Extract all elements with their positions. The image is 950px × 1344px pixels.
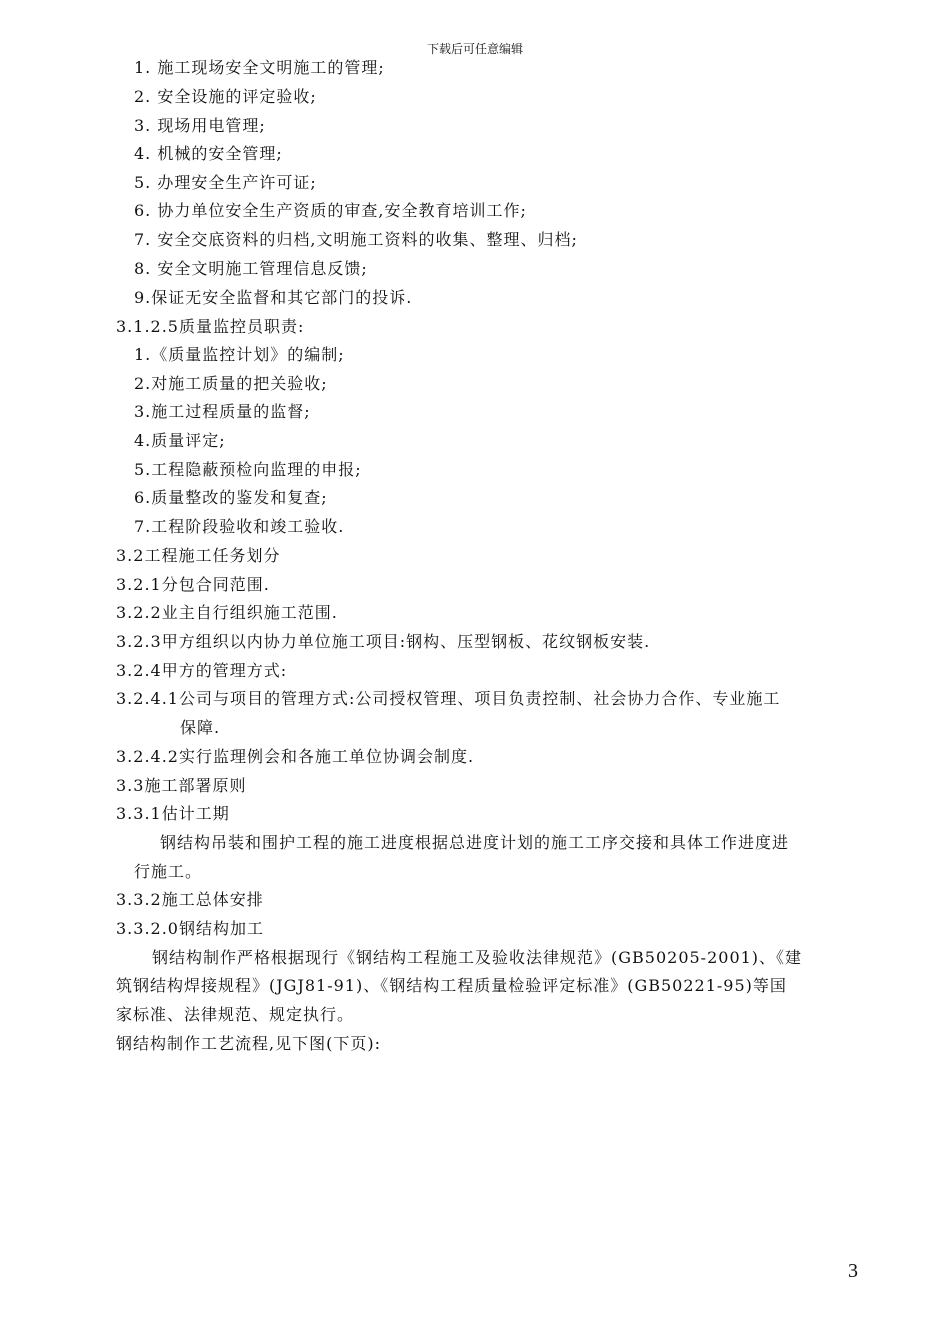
text-line: 3.3.1估计工期 — [116, 804, 230, 823]
text-line: 3.2.1分包合同范围. — [116, 575, 270, 594]
text-line: 1. 施工现场安全文明施工的管理; — [134, 58, 385, 77]
text-line: 2.对施工质量的把关验收; — [134, 374, 328, 393]
page-header: 下载后可任意编辑 — [426, 42, 523, 56]
text-line: 8. 安全文明施工管理信息反馈; — [134, 259, 368, 278]
text-line: 3.1.2.5质量监控员职责: — [116, 317, 305, 336]
text-line: 1.《质量监控计划》的编制; — [134, 345, 345, 364]
text-line: 保障. — [180, 718, 221, 737]
text-line: 家标准、法律规范、规定执行。 — [116, 1005, 355, 1024]
text-line: 3.2.2业主自行组织施工范围. — [116, 603, 338, 622]
text-line: 6.质量整改的鉴发和复查; — [134, 488, 328, 507]
text-line: 3.2工程施工任务划分 — [116, 546, 281, 565]
text-line: 行施工。 — [134, 862, 203, 881]
page-number: 3 — [848, 1260, 858, 1282]
text-line: 3.3.2.0钢结构加工 — [116, 919, 264, 938]
text-line: 钢结构制作严格根据现行《钢结构工程施工及验收法律规范》(GB50205-2001)、《建 — [152, 948, 803, 967]
text-line: 3.2.4甲方的管理方式: — [116, 661, 288, 680]
text-line: 2. 安全设施的评定验收; — [134, 87, 317, 106]
text-line: 3.2.3甲方组织以内协力单位施工项目:钢构、压型钢板、花纹钢板安装. — [116, 632, 651, 651]
text-line: 3.2.4.1公司与项目的管理方式:公司授权管理、项目负责控制、社会协力合作、专业施工 — [116, 689, 781, 708]
text-line: 钢结构制作工艺流程,见下图(下页): — [116, 1034, 381, 1053]
text-line: 3.3.2施工总体安排 — [116, 890, 264, 909]
text-line: 钢结构吊装和围护工程的施工进度根据总进度计划的施工工序交接和具体工作进度进 — [160, 833, 790, 852]
text-line: 4.质量评定; — [134, 431, 226, 450]
text-line: 6. 协力单位安全生产资质的审查,安全教育培训工作; — [134, 201, 527, 220]
text-line: 7.工程阶段验收和竣工验收. — [134, 517, 345, 536]
text-line: 筑钢结构焊接规程》(JGJ81-91)、《钢结构工程质量检验评定标准》(GB50221-95)等国 — [116, 976, 787, 995]
text-line: 7. 安全交底资料的归档,文明施工资料的收集、整理、归档; — [134, 230, 578, 249]
text-line: 4. 机械的安全管理; — [134, 144, 283, 163]
text-line: 3.2.4.2实行监理例会和各施工单位协调会制度. — [116, 747, 475, 766]
text-line: 3.施工过程质量的监督; — [134, 402, 311, 421]
text-line: 5.工程隐蔽预检向监理的申报; — [134, 460, 362, 479]
text-line: 5. 办理安全生产许可证; — [134, 173, 317, 192]
text-line: 9.保证无安全监督和其它部门的投诉. — [134, 288, 413, 307]
text-line: 3. 现场用电管理; — [134, 116, 266, 135]
text-line: 3.3施工部署原则 — [116, 776, 247, 795]
